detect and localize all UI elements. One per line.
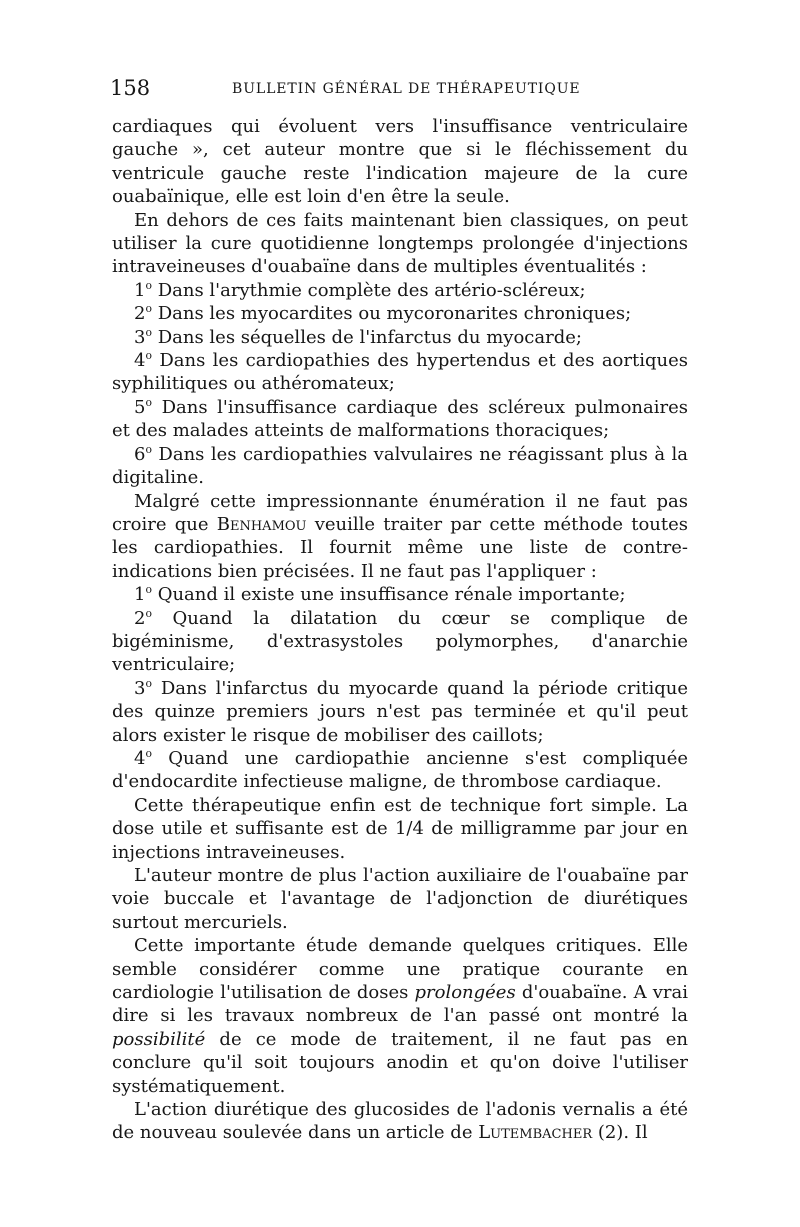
paragraph: cardiaques qui évoluent vers l'insuffisance ventriculaire gauche », cet auteur montre que si le fléchissement du ventricule gauche reste l'indication majeure de la cure ouabaïnique, elle est loin d'en être la seule. bbox=[112, 116, 688, 208]
emphasis: possibilité bbox=[112, 1028, 206, 1050]
emphasis: prolongées bbox=[414, 982, 516, 1004]
list-item: 6$^o$ Dans les cardiopathies valvulaires ne réagissant plus à la digitaline. bbox=[112, 442, 688, 489]
paragraph: Malgré cette impressionnante énumération il ne faut pas croire que Benhamou veuille traiter par cette méthode toutes les cardiopathies. Il fournit même une liste de contre-indications bien précisées. Il ne faut pas l'appliquer : bbox=[112, 490, 689, 582]
page-number: 158 bbox=[110, 76, 151, 100]
running-title: BULLETIN GÉNÉRAL DE THÉRAPEUTIQUE bbox=[232, 81, 581, 97]
paragraph: En dehors de ces faits maintenant bien classiques, on peut utiliser la cure quotidienne longtemps prolongée d'injections intraveineuses d'ouabaïne dans de multiples éventualités : bbox=[112, 209, 688, 278]
list-item: 3$^o$ Dans l'infarctus du myocarde quand la période critique des quinze premiers jours n'est pas terminée et qu'il peut alors exister le risque de mobiliser des caillots; bbox=[112, 676, 688, 746]
list-item: 3$^o$ Dans les séquelles de l'infarctus du myocarde; bbox=[134, 325, 582, 348]
body-text bbox=[112, 115, 688, 1145]
author-name: Benhamou bbox=[216, 513, 307, 535]
list-item: 2$^o$ Quand la dilatation du cœur se complique de bigéminisme, d'extrasystoles polymorphes, d'anarchie ventriculaire; bbox=[112, 606, 688, 676]
list-item: 1$^o$ Dans l'arythmie complète des artério-scléreux; bbox=[134, 278, 586, 301]
paragraph: Cette thérapeutique enfin est de technique fort simple. La dose utile et suffisante est de 1/4 de milligramme par jour en injections intraveineuses. bbox=[112, 794, 688, 863]
author-name: Lutembacher bbox=[478, 1122, 593, 1144]
list-item: 4$^o$ Quand une cardiopathie ancienne s'est compliquée d'endocardite infectieuse maligne, de thrombose cardiaque. bbox=[112, 746, 688, 793]
running-header bbox=[110, 76, 690, 106]
paragraph: L'auteur montre de plus l'action auxiliaire de l'ouabaïne par voie buccale et l'avantage de l'adjonction de diurétiques surtout mercuriels. bbox=[112, 865, 688, 933]
list-item: 2$^o$ Dans les myocardites ou mycoronarites chroniques; bbox=[134, 302, 632, 325]
list-item: 1$^o$ Quand il existe une insuffisance rénale importante; bbox=[134, 583, 626, 606]
list-item: 5$^o$ Dans l'insuffisance cardiaque des scléreux pulmonaires et des malades atteints de malformations thoraciques; bbox=[112, 395, 688, 442]
paragraph: Cette importante étude demande quelques critiques. Elle semble considérer comme une pratique courante en cardiologie l'utilisation de doses prolongées d'ouabaïne. A vrai dire si les travaux nombreux de l'an passé ont montré la possibilité de ce mode de traitement, il ne faut pas en conclure qu'il soit toujours anodin et qu'on doive l'utiliser systématiquement. bbox=[112, 935, 688, 1097]
paragraph: L'action diurétique des glucosides de l'adonis vernalis a été de nouveau soulevée dans un article de Lutembacher (2). Il bbox=[112, 1099, 688, 1144]
list-item: 4$^o$ Dans les cardiopathies des hypertendus et des aortiques syphilitiques ou athéromateux; bbox=[112, 349, 688, 395]
